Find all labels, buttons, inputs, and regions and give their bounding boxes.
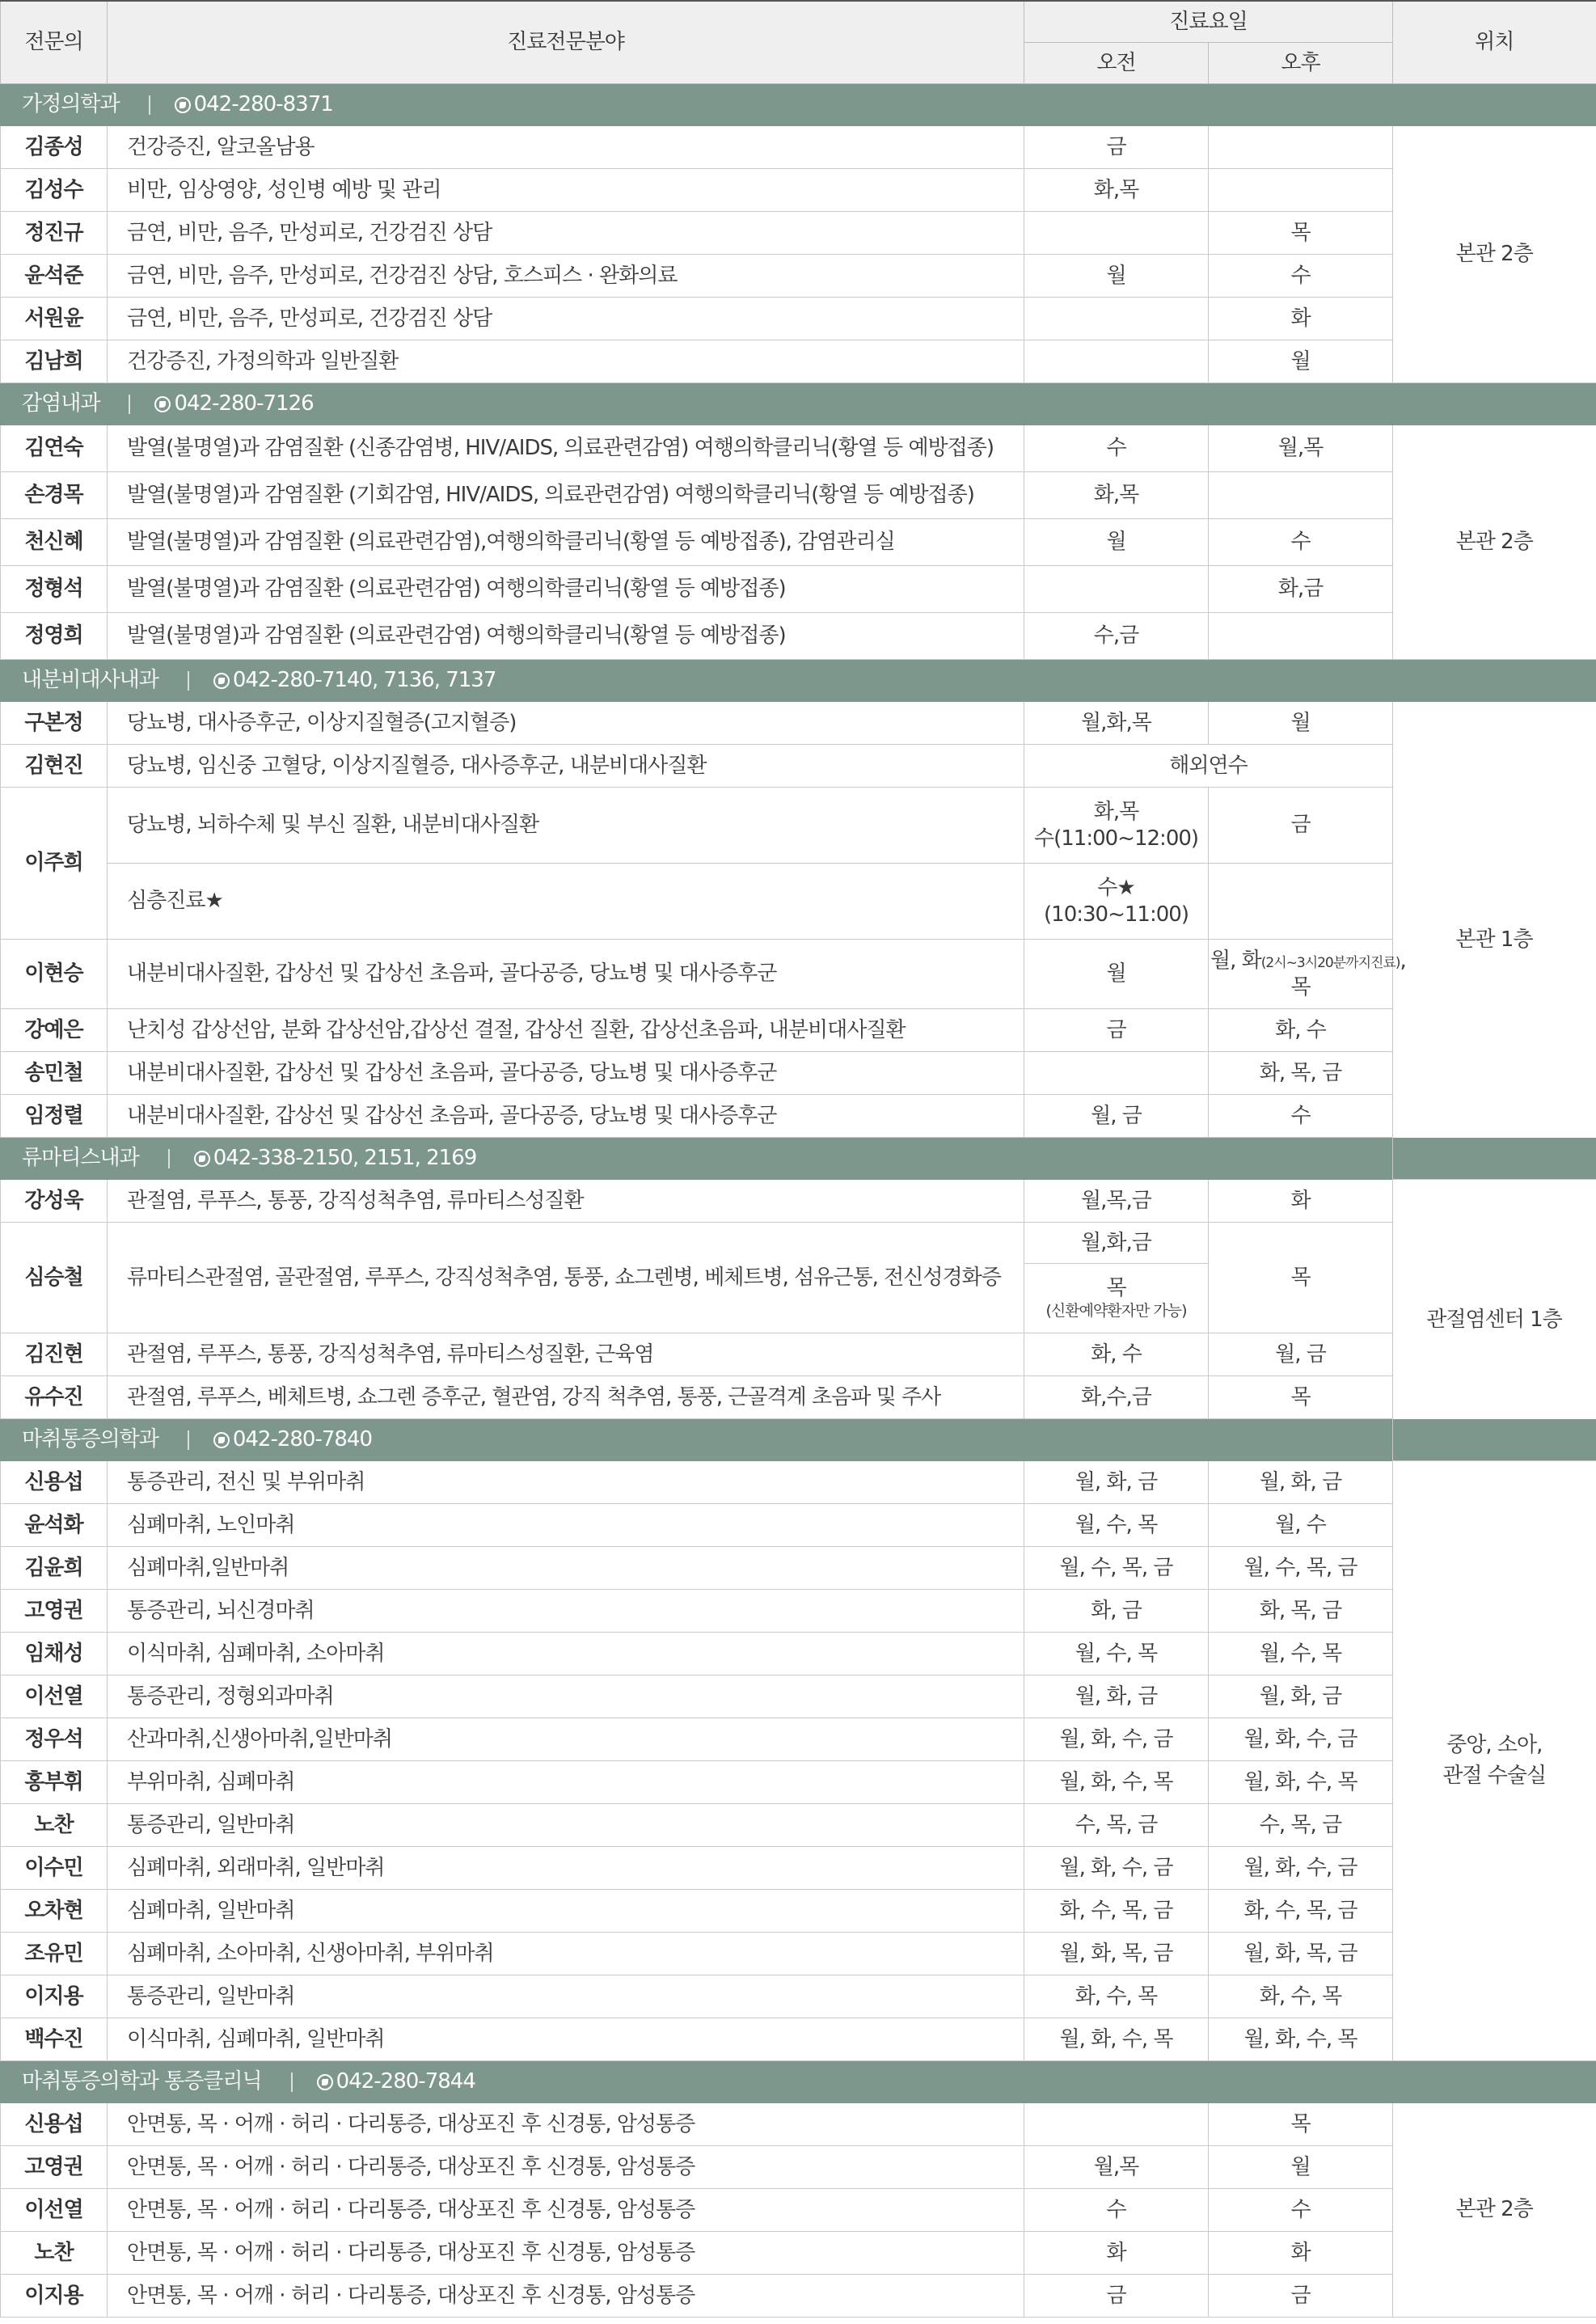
department-name: 감염내과 — [22, 391, 100, 416]
table-row — [1, 1180, 1596, 1223]
pm-days: 수 — [1209, 255, 1393, 298]
am-days: 금 — [1024, 1009, 1209, 1052]
doctor-name: 오차현 — [1, 1890, 108, 1933]
am-days: 월, 금 — [1024, 1095, 1209, 1138]
location — [1393, 1461, 1596, 2061]
am-days: 월,목,금 — [1024, 1180, 1209, 1223]
pm-days: 월, 수, 목, 금 — [1209, 1547, 1393, 1590]
doctor-name: 천신혜 — [1, 519, 108, 566]
specialty: 관절염, 루푸스, 베체트병, 쇼그렌 증후군, 혈관염, 강직 척추염, 통풍, 근골격계 초음파 및 주사 — [108, 1376, 1024, 1419]
doctor-name: 김윤희 — [1, 1547, 108, 1590]
table-row — [1, 340, 1596, 383]
specialty: 난치성 갑상선암, 분화 갑상선암,갑상선 결절, 갑상선 질환, 갑상선초음파, 내분비대사질환 — [108, 1009, 1024, 1052]
pm-days: 화 — [1209, 1180, 1393, 1223]
table-row — [1, 1376, 1596, 1419]
am-days: 화,목 — [1024, 472, 1209, 519]
am-days: 월, 화, 금 — [1024, 1675, 1209, 1718]
phone-icon — [213, 673, 230, 689]
table-row — [1, 1675, 1596, 1718]
department-name: 류마티스내과 — [22, 1146, 139, 1171]
doctor-name: 이현승 — [1, 940, 108, 1009]
pm-comma: , — [1400, 949, 1406, 973]
doctor-name: 정진규 — [1, 212, 108, 255]
specialty: 발열(불명열)과 감염질환 (신종감염병, HIV/AIDS, 의료관련감염) 여행의학클리닉(황열 등 예방접종) — [108, 425, 1024, 472]
table-row — [1, 1461, 1596, 1504]
specialty: 심폐마취, 노인마취 — [108, 1504, 1024, 1547]
table-row — [1, 1804, 1596, 1847]
doctor-name: 노찬 — [1, 1804, 108, 1847]
table-row — [1, 2146, 1596, 2189]
department-name: 마취통증의학과 — [22, 1427, 158, 1452]
table-row — [1, 613, 1596, 660]
am-days: 월 — [1024, 940, 1209, 1009]
pm-days: 월, 금 — [1209, 1333, 1393, 1376]
pm-days: 화 — [1209, 2232, 1393, 2275]
status-text: 해외연수 — [1024, 745, 1393, 788]
doctor-name: 김성수 — [1, 169, 108, 212]
pm-days: 월, 화, 금 — [1209, 1675, 1393, 1718]
pm-days: 목 — [1209, 1376, 1393, 1419]
specialty: 안면통, 목 · 어깨 · 허리 · 다리통증, 대상포진 후 신경통, 암성통증 — [108, 2146, 1024, 2189]
pm-days: 월 — [1209, 702, 1393, 745]
table-row — [1, 255, 1596, 298]
pm-days: 목 — [1209, 212, 1393, 255]
table-row — [1, 1933, 1596, 1975]
pm-days: 수 — [1209, 2189, 1393, 2232]
divider — [129, 395, 130, 414]
specialty: 당뇨병, 임신중 고혈당, 이상지질혈증, 대사증후군, 내분비대사질환 — [108, 745, 1024, 788]
am-days-line: 수★ — [1097, 876, 1135, 900]
am-note: (신환예약환자만 가능) — [1045, 1301, 1187, 1320]
specialty: 금연, 비만, 음주, 만성피로, 건강검진 상담, 호스피스 · 완화의료 — [108, 255, 1024, 298]
department-phone: 042-280-8371 — [193, 92, 333, 117]
pm-days: 화, 수, 목 — [1209, 1975, 1393, 2018]
pm-days — [1209, 940, 1406, 1009]
specialty: 발열(불명열)과 감염질환 (의료관련감염),여행의학클리닉(황열 등 예방접종), 감염관리실 — [108, 519, 1024, 566]
am-days: 화,목 — [1024, 169, 1209, 212]
table-row — [1, 126, 1596, 169]
am-days: 월, 화, 수, 목 — [1024, 1761, 1209, 1804]
am-days: 월, 화, 목, 금 — [1024, 1933, 1209, 1975]
table-row — [1, 425, 1596, 472]
pm-days — [1209, 472, 1393, 519]
table-row — [1, 2275, 1596, 2318]
specialty: 심폐마취, 외래마취, 일반마취 — [108, 1847, 1024, 1890]
doctor-name: 김현진 — [1, 745, 108, 788]
doctor-name: 유수진 — [1, 1376, 108, 1419]
am-days — [1024, 2103, 1209, 2146]
pm-days: 월, 화, 금 — [1209, 1461, 1393, 1504]
table-row — [1, 1009, 1596, 1052]
table-row — [1, 1633, 1596, 1675]
department-phone: 042-280-7140, 7136, 7137 — [232, 668, 496, 693]
pm-days: 월 — [1209, 340, 1393, 383]
specialty: 금연, 비만, 음주, 만성피로, 건강검진 상담 — [108, 212, 1024, 255]
specialty: 관절염, 루푸스, 통풍, 강직성척추염, 류마티스성질환 — [108, 1180, 1024, 1223]
doctor-name: 손경목 — [1, 472, 108, 519]
doctor-name: 김남희 — [1, 340, 108, 383]
doctor-name: 김종성 — [1, 126, 108, 169]
doctor-name: 김진현 — [1, 1333, 108, 1376]
header-am: 오전 — [1024, 43, 1209, 84]
doctor-name: 임정렬 — [1, 1095, 108, 1138]
am-days: 월, 화, 수, 금 — [1024, 1718, 1209, 1761]
doctor-name: 백수진 — [1, 2018, 108, 2061]
table-row — [1, 702, 1596, 745]
table-row — [1, 519, 1596, 566]
am-days: 화,수,금 — [1024, 1376, 1209, 1419]
specialty: 통증관리, 뇌신경마취 — [108, 1590, 1024, 1633]
pm-days: 월, 화, 수, 목 — [1209, 2018, 1393, 2061]
phone-icon — [213, 1432, 230, 1448]
am-days: 월, 수, 목 — [1024, 1504, 1209, 1547]
pm-days: 화, 목, 금 — [1209, 1052, 1393, 1095]
department-row — [1, 660, 1596, 702]
doctor-name: 강성욱 — [1, 1180, 108, 1223]
table-row — [1, 1547, 1596, 1590]
specialty: 발열(불명열)과 감염질환 (의료관련감염) 여행의학클리닉(황열 등 예방접종) — [108, 566, 1024, 613]
am-days — [1024, 864, 1209, 940]
am-days: 월, 수, 목, 금 — [1024, 1547, 1209, 1590]
specialty: 통증관리, 일반마취 — [108, 1804, 1024, 1847]
doctor-name: 정형석 — [1, 566, 108, 613]
am-days: 수 — [1024, 425, 1209, 472]
doctor-name: 임채성 — [1, 1633, 108, 1675]
pm-days: 월, 화, 목, 금 — [1209, 1933, 1393, 1975]
am-days: 월, 수, 목 — [1024, 1633, 1209, 1675]
specialty: 심폐마취,일반마취 — [108, 1547, 1024, 1590]
header-specialty: 진료전문분야 — [108, 1, 1024, 84]
pm-days: 목 — [1209, 2103, 1393, 2146]
am-days: 월, 화, 수, 목 — [1024, 2018, 1209, 2061]
location: 본관 2층 — [1393, 425, 1596, 660]
specialty: 내분비대사질환, 갑상선 및 갑상선 초음파, 골다공증, 당뇨병 및 대사증후군 — [108, 1052, 1024, 1095]
am-days-line: 수(11:00~12:00) — [1034, 826, 1199, 851]
specialty: 부위마취, 심폐마취 — [108, 1761, 1024, 1804]
specialty: 안면통, 목 · 어깨 · 허리 · 다리통증, 대상포진 후 신경통, 암성통증 — [108, 2232, 1024, 2275]
doctor-name: 이지용 — [1, 2275, 108, 2318]
pm-days: 화, 목, 금 — [1209, 1590, 1393, 1633]
divider — [291, 2073, 293, 2092]
table-row — [1, 1223, 1596, 1264]
pm-days: 월, 수 — [1209, 1504, 1393, 1547]
specialty: 내분비대사질환, 갑상선 및 갑상선 초음파, 골다공증, 당뇨병 및 대사증후군 — [108, 1095, 1024, 1138]
specialty: 통증관리, 전신 및 부위마취 — [108, 1461, 1024, 1504]
specialty: 심폐마취, 소아마취, 신생아마취, 부위마취 — [108, 1933, 1024, 1975]
specialty: 안면통, 목 · 어깨 · 허리 · 다리통증, 대상포진 후 신경통, 암성통증 — [108, 2275, 1024, 2318]
pm-days: 수 — [1209, 1095, 1393, 1138]
specialty: 건강증진, 알코올남용 — [108, 126, 1024, 169]
specialty: 발열(불명열)과 감염질환 (기회감염, HIV/AIDS, 의료관련감염) 여행의학클리닉(황열 등 예방접종) — [108, 472, 1024, 519]
am-days: 수, 목, 금 — [1024, 1804, 1209, 1847]
divider — [149, 95, 150, 115]
am-days: 월, 화, 수, 금 — [1024, 1847, 1209, 1890]
am-days: 월,목 — [1024, 2146, 1209, 2189]
pm-days: 화,금 — [1209, 566, 1393, 613]
doctor-name: 강예은 — [1, 1009, 108, 1052]
pm-days: 월, 화, 수, 목 — [1209, 1761, 1393, 1804]
location: 본관 2층 — [1393, 126, 1596, 383]
specialty: 이식마취, 심폐마취, 일반마취 — [108, 2018, 1024, 2061]
location: 본관 2층 — [1393, 2103, 1596, 2318]
am-days: 수,금 — [1024, 613, 1209, 660]
department-phone: 042-280-7126 — [174, 391, 314, 416]
divider — [168, 1149, 170, 1168]
doctor-name: 구본정 — [1, 702, 108, 745]
doctor-name: 송민철 — [1, 1052, 108, 1095]
doctor-name: 이지용 — [1, 1975, 108, 2018]
table-row — [1, 298, 1596, 340]
doctor-name: 이주희 — [1, 788, 108, 940]
doctor-name: 심승철 — [1, 1223, 108, 1333]
am-days: 월 — [1024, 255, 1209, 298]
specialty: 내분비대사질환, 갑상선 및 갑상선 초음파, 골다공증, 당뇨병 및 대사증후군 — [108, 940, 1024, 1009]
table-row — [1, 212, 1596, 255]
phone-icon — [317, 2074, 333, 2090]
specialty: 당뇨병, 대사증후군, 이상지질혈증(고지혈증) — [108, 702, 1024, 745]
pm-days: 월,목 — [1209, 425, 1393, 472]
specialty: 비만, 임상영양, 성인병 예방 및 관리 — [108, 169, 1024, 212]
header-days: 진료요일 — [1024, 1, 1393, 43]
phone-icon — [154, 396, 171, 412]
pm-days-text: 월, 화 — [1210, 949, 1261, 973]
doctor-name: 윤석화 — [1, 1504, 108, 1547]
table-row — [1, 169, 1596, 212]
am-days: 화, 수, 목, 금 — [1024, 1890, 1209, 1933]
department-row — [1, 2061, 1596, 2103]
phone-icon — [175, 97, 191, 113]
pm-days — [1209, 126, 1393, 169]
am-days — [1024, 1052, 1209, 1095]
doctor-name: 서원윤 — [1, 298, 108, 340]
pm-days — [1209, 864, 1393, 940]
doctor-name: 윤석준 — [1, 255, 108, 298]
table-row — [1, 2018, 1596, 2061]
doctor-name: 조유민 — [1, 1933, 108, 1975]
am-days: 화, 수 — [1024, 1333, 1209, 1376]
doctor-name: 이수민 — [1, 1847, 108, 1890]
table-row — [1, 2189, 1596, 2232]
pm-days-line: 목 — [1290, 974, 1311, 999]
pm-days — [1209, 613, 1393, 660]
location-line: 관절 수술실 — [1442, 1763, 1547, 1788]
pm-days: 월, 수, 목 — [1209, 1633, 1393, 1675]
pm-days: 월 — [1209, 2146, 1393, 2189]
doctor-name: 이선열 — [1, 1675, 108, 1718]
phone-icon — [194, 1151, 210, 1167]
am-days — [1024, 566, 1209, 613]
table-row — [1, 788, 1596, 864]
specialty: 안면통, 목 · 어깨 · 허리 · 다리통증, 대상포진 후 신경통, 암성통증 — [108, 2189, 1024, 2232]
department-row — [1, 1419, 1596, 1461]
table-row — [1, 1504, 1596, 1547]
table-row — [1, 1095, 1596, 1138]
specialty: 산과마취,신생아마취,일반마취 — [108, 1718, 1024, 1761]
am-days: 화, 금 — [1024, 1590, 1209, 1633]
doctor-name: 신용섭 — [1, 1461, 108, 1504]
am-days: 월,화,목 — [1024, 702, 1209, 745]
am-days-line: 화,목 — [1093, 800, 1139, 824]
pm-days: 화, 수, 목, 금 — [1209, 1890, 1393, 1933]
am-days: 금 — [1024, 126, 1209, 169]
doctor-name: 노찬 — [1, 2232, 108, 2275]
department-name: 가정의학과 — [22, 92, 120, 117]
am-days-line: 목 — [1106, 1276, 1126, 1301]
doctor-name: 정우석 — [1, 1718, 108, 1761]
header-location: 위치 — [1393, 1, 1596, 84]
am-days: 월, 화, 금 — [1024, 1461, 1209, 1504]
table-row — [1, 864, 1596, 940]
doctor-name: 고영권 — [1, 1590, 108, 1633]
pm-days: 화 — [1209, 298, 1393, 340]
am-days — [1024, 298, 1209, 340]
department-row — [1, 1138, 1596, 1180]
table-row — [1, 1052, 1596, 1095]
pm-days — [1209, 169, 1393, 212]
specialty: 심층진료★ — [108, 864, 1024, 940]
am-days: 월 — [1024, 519, 1209, 566]
specialty: 건강증진, 가정의학과 일반질환 — [108, 340, 1024, 383]
am-days: 월,화,금 — [1024, 1223, 1209, 1264]
specialty: 통증관리, 정형외과마취 — [108, 1675, 1024, 1718]
table-row — [1, 1590, 1596, 1633]
doctor-name: 신용섭 — [1, 2103, 108, 2146]
table-row — [1, 745, 1596, 788]
location: 본관 1층 — [1393, 702, 1596, 1180]
specialty: 관절염, 루푸스, 통풍, 강직성척추염, 류마티스성질환, 근육염 — [108, 1333, 1024, 1376]
am-days: 금 — [1024, 2275, 1209, 2318]
pm-days: 목 — [1209, 1223, 1393, 1333]
doctor-name: 홍부휘 — [1, 1761, 108, 1804]
doctor-name: 김연숙 — [1, 425, 108, 472]
pm-days: 월, 화, 수, 금 — [1209, 1847, 1393, 1890]
table-row — [1, 2232, 1596, 2275]
table-row — [1, 566, 1596, 613]
table-row — [1, 1975, 1596, 2018]
doctor-name: 이선열 — [1, 2189, 108, 2232]
specialty: 당뇨병, 뇌하수체 및 부신 질환, 내분비대사질환 — [108, 788, 1024, 864]
table-row — [1, 940, 1596, 1009]
doctor-name: 정영희 — [1, 613, 108, 660]
pm-days: 화, 수 — [1209, 1009, 1393, 1052]
specialty: 이식마취, 심폐마취, 소아마취 — [108, 1633, 1024, 1675]
department-row — [1, 383, 1596, 425]
am-days — [1024, 212, 1209, 255]
specialty: 안면통, 목 · 어깨 · 허리 · 다리통증, 대상포진 후 신경통, 암성통증 — [108, 2103, 1024, 2146]
header-pm: 오후 — [1209, 43, 1393, 84]
am-days: 화, 수, 목 — [1024, 1975, 1209, 2018]
department-name: 마취통증의학과 통증클리닉 — [22, 2069, 262, 2094]
divider — [188, 1430, 189, 1450]
specialty: 금연, 비만, 음주, 만성피로, 건강검진 상담 — [108, 298, 1024, 340]
department-phone: 042-280-7844 — [336, 2069, 475, 2094]
department-row — [1, 84, 1596, 126]
table-row — [1, 1718, 1596, 1761]
department-name: 내분비대사내과 — [22, 668, 158, 693]
am-days — [1024, 340, 1209, 383]
divider — [188, 671, 189, 691]
pm-days: 월, 화, 수, 금 — [1209, 1718, 1393, 1761]
am-days: 수 — [1024, 2189, 1209, 2232]
specialty: 발열(불명열)과 감염질환 (의료관련감염) 여행의학클리닉(황열 등 예방접종) — [108, 613, 1024, 660]
location: 관절염센터 1층 — [1393, 1180, 1596, 1461]
table-row — [1, 1890, 1596, 1933]
pm-days: 수, 목, 금 — [1209, 1804, 1393, 1847]
specialty: 류마티스관절염, 골관절염, 루푸스, 강직성척추염, 통풍, 쇼그렌병, 베체트병, 섬유근통, 전신성경화증 — [108, 1223, 1024, 1333]
department-phone: 042-338-2150, 2151, 2169 — [213, 1146, 477, 1171]
table-row — [1, 2103, 1596, 2146]
location-line: 중앙, 소아, — [1446, 1732, 1543, 1757]
specialty: 심폐마취, 일반마취 — [108, 1890, 1024, 1933]
header-doctor: 전문의 — [1, 1, 108, 84]
pm-note: (2시~3시20분까지진료) — [1260, 955, 1400, 971]
doctor-name: 고영권 — [1, 2146, 108, 2189]
specialty: 통증관리, 일반마취 — [108, 1975, 1024, 2018]
pm-days: 수 — [1209, 519, 1393, 566]
pm-days: 금 — [1209, 2275, 1393, 2318]
am-days — [1024, 788, 1209, 864]
am-days-line: (10:30~11:00) — [1044, 902, 1189, 927]
am-days: 화 — [1024, 2232, 1209, 2275]
table-row — [1, 1333, 1596, 1376]
department-phone: 042-280-7840 — [232, 1427, 372, 1452]
am-days — [1024, 1264, 1209, 1333]
table-row — [1, 1761, 1596, 1804]
pm-days: 금 — [1209, 788, 1393, 864]
table-row — [1, 1847, 1596, 1890]
table-row — [1, 472, 1596, 519]
